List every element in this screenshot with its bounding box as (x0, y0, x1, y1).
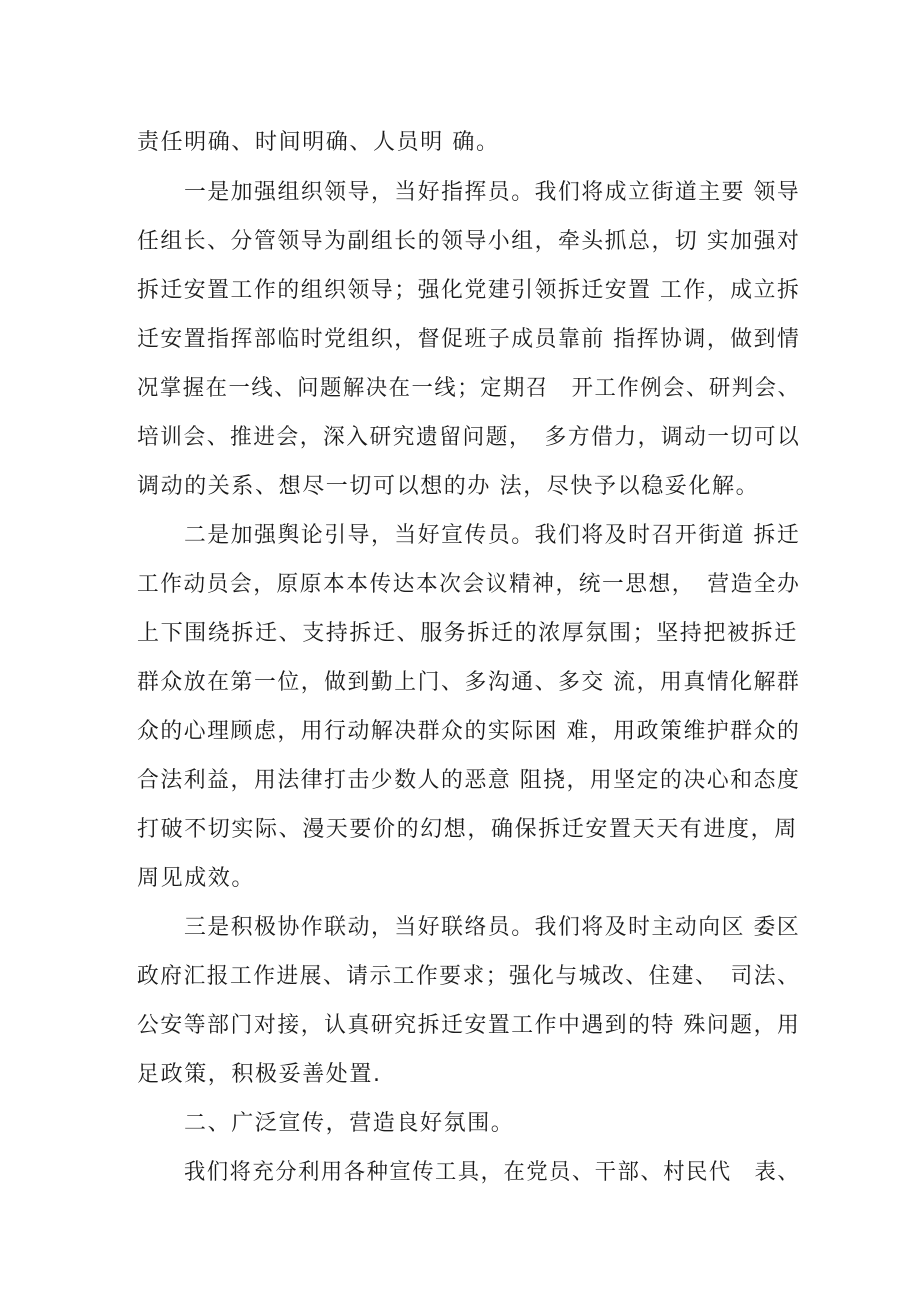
text-line: 工作动员会，原原本本传达本次会议精神，统一思想， 营造全办 (137, 572, 801, 597)
text-line: 迁安置指挥部临时党组织，督促班子成员靠前 指挥协调，做到情 (137, 327, 801, 352)
text-line: 培训会、推进会，深入研究遗留问题， 多方借力，调动一切可以 (137, 425, 801, 450)
text-line: 况掌握在一线、问题解决在一线；定期召 开工作例会、研判会、 (137, 376, 801, 401)
text-line: 足政策，积极妥善处置. (137, 1062, 382, 1087)
paragraph-start: 三是积极协作联动，当好联络员。我们将及时主动向区 委区 (184, 915, 801, 940)
text-line: 公安等部门对接，认真研究拆迁安置工作中遇到的特 殊问题，用 (137, 1013, 801, 1038)
text-line: 任组长、分管领导为副组长的领导小组，牵头抓总，切 实加强对 (137, 229, 801, 254)
text-line: 众的心理顾虑，用行动解决群众的实际困 难，用政策维护群众的 (137, 719, 801, 744)
paragraph-start: 二是加强舆论引导，当好宣传员。我们将及时召开街道 拆迁 (184, 523, 801, 548)
paragraph-start: 一是加强组织领导，当好指挥员。我们将成立街道主要 领导 (184, 180, 801, 205)
text-line: 合法利益，用法律打击少数人的恶意 阻挠，用坚定的决心和态度 (137, 768, 801, 793)
text-line: 调动的关系、想尽一切可以想的办 法，尽快予以稳妥化解。 (137, 474, 760, 499)
text-line: 周见成效。 (137, 866, 256, 891)
section-heading: 二、广泛宣传，营造良好氛围。 (184, 1111, 515, 1136)
text-line: 上下围绕拆迁、支持拆迁、服务拆迁的浓厚氛围；坚持把被拆迁 (137, 621, 798, 646)
text-line: 拆迁安置工作的组织领导；强化党建引领拆迁安置 工作，成立拆 (137, 278, 801, 303)
text-line: 打破不切实际、漫天要价的幻想，确保拆迁安置天天有进度，周 (137, 817, 798, 842)
text-line: 责任明确、时间明确、人员明 确。 (137, 130, 500, 155)
text-line: 群众放在第一位，做到勤上门、多沟通、多交 流，用真情化解群 (137, 670, 801, 695)
paragraph-start: 我们将充分利用各种宣传工具，在党员、干部、村民代 表、 (184, 1160, 801, 1185)
text-line: 政府汇报工作进展、请示工作要求；强化与城改、住建、 司法、 (137, 964, 801, 989)
